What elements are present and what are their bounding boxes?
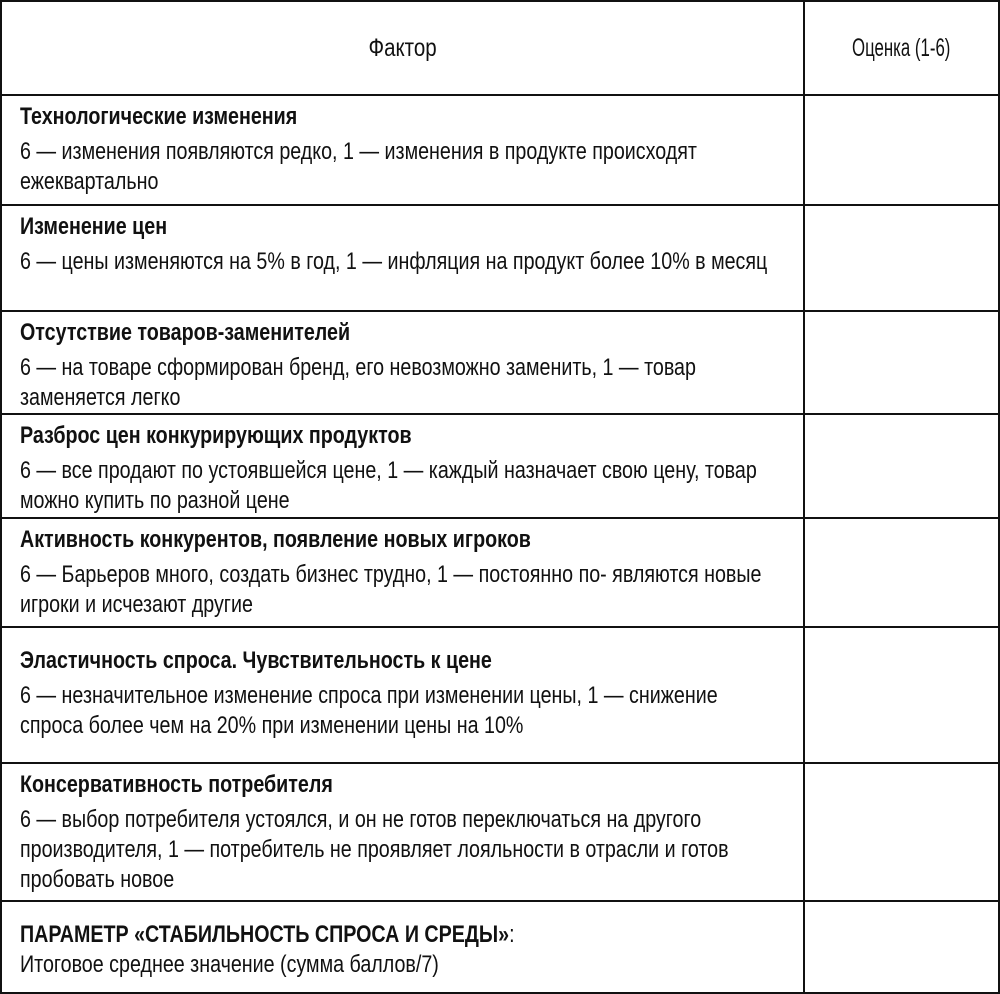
factor-description: 6 — Барьеров много, создать бизнес трудно, 1 — постоянно по- являются новые игроки и исчезают другие	[20, 561, 762, 618]
score-cell[interactable]	[805, 519, 998, 626]
factor-description: 6 — выбор потребителя устоялся, и он не готов переключаться на другого производителя, 1 — потребитель не проявляет лояльности в отрасли и готов пробовать новое	[20, 806, 729, 893]
table-row	[2, 96, 998, 206]
score-cell[interactable]	[805, 764, 998, 900]
factor-description: 6 — незначительное изменение спроса при изменении цены, 1 — снижение спроса более чем на 20% при изменении цены на 10%	[20, 682, 718, 739]
final-title-colon: :	[509, 921, 515, 948]
factor-title: Отсутствие товаров-заменителей	[20, 319, 351, 346]
score-cell[interactable]	[805, 206, 998, 310]
factor-title: Активность конкурентов, появление новых игроков	[20, 526, 531, 553]
final-row	[2, 902, 998, 994]
factor-cell	[2, 415, 805, 517]
score-cell[interactable]	[805, 415, 998, 517]
header-score-cell	[822, 2, 980, 94]
factor-title: Технологические изменения	[20, 103, 298, 130]
factor-cell	[2, 96, 805, 204]
factor-description: 6 — цены изменяются на 5% в год, 1 — инфляция на продукт более 10% в месяц	[20, 248, 768, 275]
score-cell[interactable]	[805, 96, 998, 204]
factor-cell	[2, 628, 805, 762]
table-row	[2, 764, 998, 902]
factor-cell	[2, 764, 805, 900]
header-row	[2, 2, 998, 96]
factor-title: Разброс цен конкурирующих продуктов	[20, 422, 412, 449]
header-factor-label: Фактор	[368, 33, 437, 62]
header-score-label: Оценка (1-6)	[852, 33, 951, 62]
table-row	[2, 519, 998, 628]
factor-description: 6 — изменения появляются редко, 1 — изменения в продукте происходят ежеквартально	[20, 138, 697, 195]
table-row	[2, 206, 998, 312]
final-description: Итоговое среднее значение (сумма баллов/7)	[20, 951, 439, 978]
final-cell	[2, 902, 805, 994]
factor-cell	[2, 312, 805, 413]
factor-title: Эластичность спроса. Чувствительность к цене	[20, 647, 492, 674]
final-title-text: ПАРАМЕТР «СТАБИЛЬНОСТЬ СПРОСА И СРЕДЫ»	[20, 921, 510, 948]
score-cell[interactable]	[805, 628, 998, 762]
table-row	[2, 312, 998, 415]
factor-description: 6 — все продают по устоявшейся цене, 1 — каждый назначает свою цену, товар можно купить по разной цене	[20, 457, 757, 514]
factor-title: Консервативность потребителя	[20, 771, 333, 798]
header-factor-cell	[2, 2, 805, 94]
score-cell[interactable]	[805, 312, 998, 413]
final-title	[20, 920, 785, 950]
table-row	[2, 415, 998, 519]
factor-title: Изменение цен	[20, 213, 168, 240]
factor-cell	[2, 519, 805, 626]
factor-cell	[2, 206, 805, 310]
factor-description: 6 — на товаре сформирован бренд, его невозможно заменить, 1 — товар заменяется легко	[20, 354, 696, 411]
final-score-cell[interactable]	[805, 902, 998, 994]
table-row	[2, 628, 998, 764]
